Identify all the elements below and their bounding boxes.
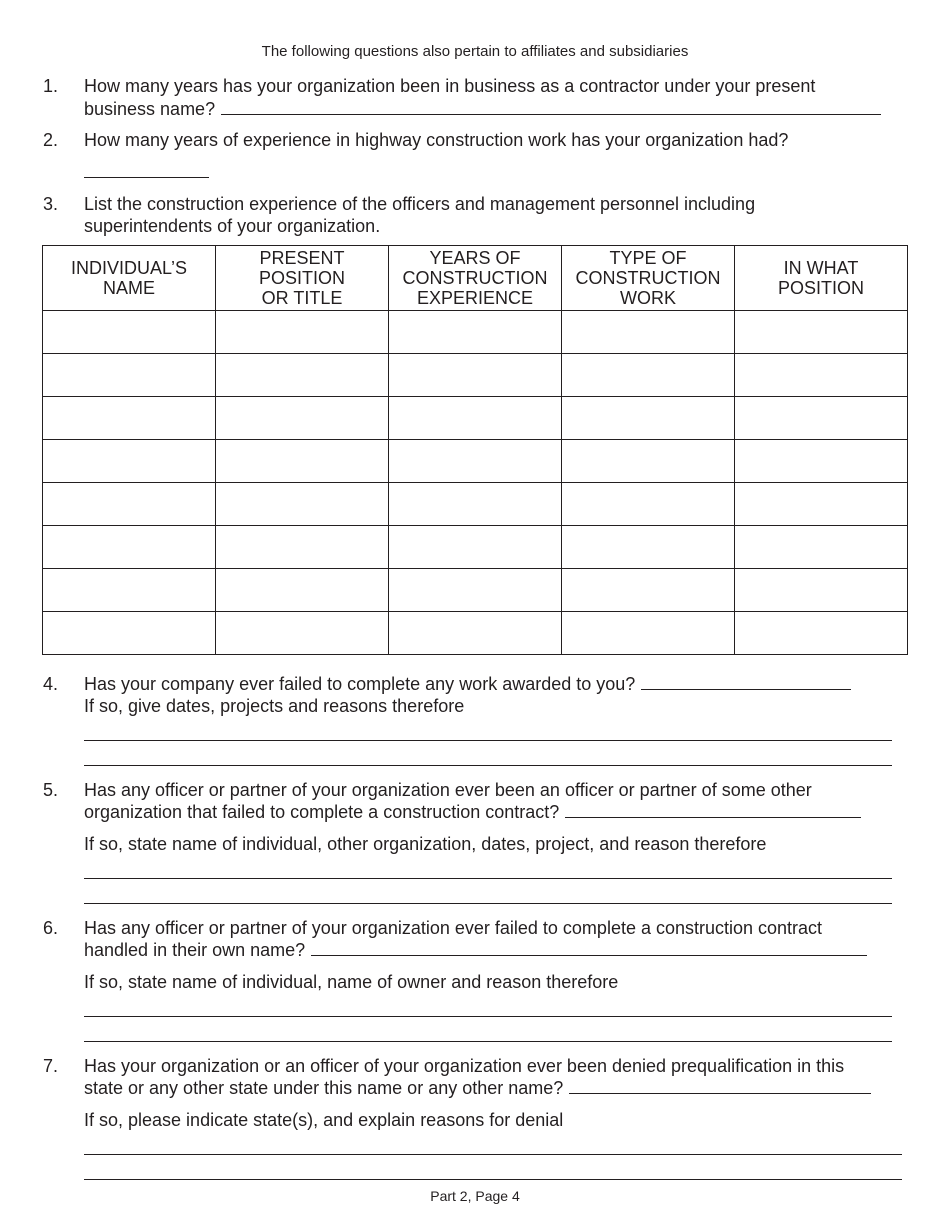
table-cell[interactable] — [216, 483, 389, 526]
table-cell[interactable] — [562, 440, 735, 483]
table-header-text: CONSTRUCTION — [402, 268, 548, 288]
table-header-text: OR TITLE — [261, 288, 343, 308]
q6-text-line3: If so, state name of individual, name of owner and reason therefore — [84, 972, 619, 992]
table-cell[interactable] — [216, 354, 389, 397]
table-header-text: TYPE OF — [609, 248, 687, 268]
page-footer: Part 2, Page 4 — [430, 1188, 520, 1204]
table-cell[interactable] — [389, 612, 562, 655]
table-cell[interactable] — [216, 526, 389, 569]
table-header-text: POSITION — [258, 268, 345, 288]
table-cell[interactable] — [389, 483, 562, 526]
table-cell[interactable] — [216, 440, 389, 483]
table-header-text: WORK — [620, 288, 676, 308]
table-cell[interactable] — [562, 311, 735, 354]
table-cell[interactable] — [216, 612, 389, 655]
q2-answer-blank[interactable] — [84, 177, 209, 178]
table-row — [43, 569, 908, 612]
table-header-text: POSITION — [777, 278, 864, 298]
table-cell[interactable] — [735, 483, 908, 526]
table-row — [43, 483, 908, 526]
q5-text-line3: If so, state name of individual, other organization, dates, project, and reason therefore — [84, 834, 767, 854]
table-cell[interactable] — [43, 440, 216, 483]
table-header-text: EXPERIENCE — [416, 288, 534, 308]
q7-text-line3: If so, please indicate state(s), and explain reasons for denial — [84, 1110, 564, 1130]
q6-answer-blank[interactable] — [311, 939, 867, 956]
q1-text-line2: business name? — [84, 99, 216, 119]
table-row — [43, 526, 908, 569]
table-cell[interactable] — [389, 311, 562, 354]
table-row — [43, 397, 908, 440]
q4-answer-blank[interactable] — [641, 673, 851, 690]
q3-number: 3. — [43, 194, 59, 214]
q6-number: 6. — [43, 918, 59, 938]
q2-text: How many years of experience in highway construction work has your organization had? — [84, 130, 789, 150]
table-cell[interactable] — [43, 397, 216, 440]
table-cell[interactable] — [389, 526, 562, 569]
table-cell[interactable] — [562, 354, 735, 397]
table-cell[interactable] — [43, 526, 216, 569]
table-cell[interactable] — [562, 612, 735, 655]
q1-answer-blank[interactable] — [221, 98, 881, 115]
table-header-col-3 — [389, 246, 562, 311]
table-cell[interactable] — [562, 526, 735, 569]
table-header-text: PRESENT — [259, 248, 345, 268]
table-cell[interactable] — [735, 526, 908, 569]
table-cell[interactable] — [562, 569, 735, 612]
table-row — [43, 440, 908, 483]
table-cell[interactable] — [43, 569, 216, 612]
table-header-text: IN WHAT — [783, 258, 859, 278]
form-header: The following questions also pertain to affiliates and subsidiaries — [261, 43, 689, 60]
table-cell[interactable] — [735, 354, 908, 397]
table-cell[interactable] — [43, 354, 216, 397]
table-row — [43, 354, 908, 397]
q4-number: 4. — [43, 674, 59, 694]
q5-explanation-line-2[interactable] — [84, 903, 892, 904]
table-cell[interactable] — [735, 397, 908, 440]
q7-text-line1: Has your organization or an officer of your organization ever been denied prequalification in this — [84, 1056, 845, 1076]
q7-text-line2: state or any other state under this name or any other name? — [84, 1078, 564, 1098]
table-cell[interactable] — [562, 483, 735, 526]
table-cell[interactable] — [43, 612, 216, 655]
table-cell[interactable] — [735, 569, 908, 612]
q6-text-line1: Has any officer or partner of your organization ever failed to complete a construction contract — [84, 918, 823, 938]
table-cell[interactable] — [735, 612, 908, 655]
table-cell[interactable] — [735, 311, 908, 354]
table-cell[interactable] — [735, 440, 908, 483]
table-cell[interactable] — [562, 397, 735, 440]
table-cell[interactable] — [43, 483, 216, 526]
experience-table — [42, 245, 908, 655]
experience-table-header — [43, 246, 908, 311]
table-header-col-2 — [216, 246, 389, 311]
q1-text-line1: How many years has your organization been in business as a contractor under your present — [84, 76, 816, 96]
q7-explanation-line-2[interactable] — [84, 1179, 902, 1180]
q3-text-line1: List the construction experience of the officers and management personnel including — [84, 194, 756, 214]
table-header-text: INDIVIDUAL’S — [70, 258, 188, 278]
q7-number: 7. — [43, 1056, 59, 1076]
q4-text-line2: If so, give dates, projects and reasons therefore — [84, 696, 465, 716]
q5-number: 5. — [43, 780, 59, 800]
q5-answer-blank[interactable] — [565, 801, 861, 818]
table-cell[interactable] — [43, 311, 216, 354]
q6-explanation-line-2[interactable] — [84, 1041, 892, 1042]
q6-explanation-line-1[interactable] — [84, 1016, 892, 1017]
q4-text-line1: Has your company ever failed to complete any work awarded to you? — [84, 674, 636, 694]
q5-text-line1: Has any officer or partner of your organization ever been an officer or partner of some other — [84, 780, 812, 800]
q4-explanation-line-1[interactable] — [84, 740, 892, 741]
q7-explanation-line-1[interactable] — [84, 1154, 902, 1155]
q3-text-line2: superintendents of your organization. — [84, 216, 381, 236]
table-header-col-4 — [562, 246, 735, 311]
table-row — [43, 311, 908, 354]
table-cell[interactable] — [216, 569, 389, 612]
table-cell[interactable] — [216, 311, 389, 354]
q7-answer-blank[interactable] — [569, 1077, 871, 1094]
table-header-text: CONSTRUCTION — [575, 268, 721, 288]
q5-explanation-line-1[interactable] — [84, 878, 892, 879]
q1-number: 1. — [43, 76, 59, 96]
table-cell[interactable] — [389, 440, 562, 483]
table-header-col-5 — [735, 246, 908, 311]
table-row — [43, 612, 908, 655]
q2-number: 2. — [43, 130, 59, 150]
table-cell[interactable] — [389, 569, 562, 612]
table-header-text: YEARS OF — [429, 248, 521, 268]
table-cell[interactable] — [216, 397, 389, 440]
table-header-text: NAME — [102, 278, 155, 298]
table-cell[interactable] — [389, 397, 562, 440]
q4-explanation-line-2[interactable] — [84, 765, 892, 766]
q5-text-line2: organization that failed to complete a construction contract? — [84, 802, 560, 822]
table-cell[interactable] — [389, 354, 562, 397]
q6-text-line2: handled in their own name? — [84, 940, 306, 960]
table-header-col-1 — [43, 246, 216, 311]
